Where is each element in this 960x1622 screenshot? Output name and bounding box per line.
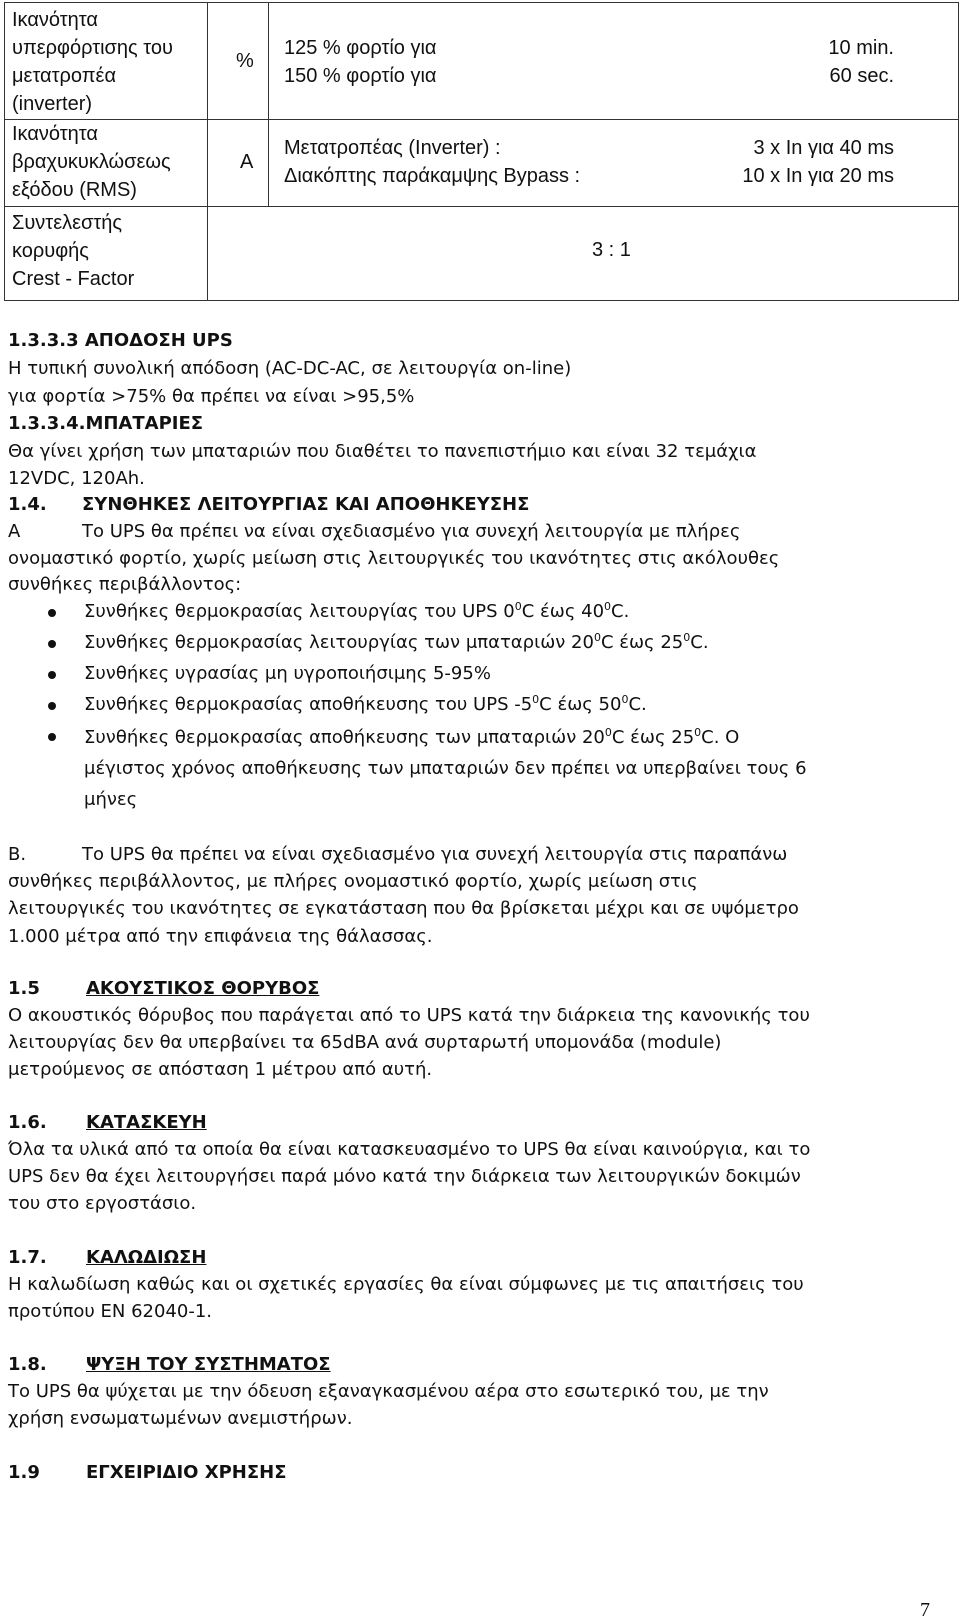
superscript: 0	[621, 693, 629, 706]
bullet-text: C έως 25	[600, 632, 684, 653]
section-title: ΣΥΝΘΗΚΕΣ ΛΕΙΤΟΥΡΓΙΑΣ ΚΑΙ ΑΠΟΘΗΚΕΥΣΗΣ	[82, 494, 530, 515]
section-title: ΚΑΤΑΣΚΕΥΗ	[86, 1112, 207, 1133]
bullet-text: Συνθήκες θερμοκρασίας αποθήκευσης των μπαταριών 20	[84, 727, 605, 748]
bullet-icon	[48, 702, 56, 710]
table-border-top	[4, 2, 959, 3]
table-row-unit: %	[236, 50, 254, 72]
bullet-text: Συνθήκες θερμοκρασίας αποθήκευσης του UPS -5	[84, 694, 533, 715]
list-item	[8, 629, 943, 660]
section-number: 1.8.	[8, 1354, 47, 1375]
paragraph-line: για φορτία >75% θα πρέπει να είναι >95,5%	[8, 386, 415, 407]
section-number: 1.6.	[8, 1112, 47, 1133]
section-heading	[8, 491, 943, 518]
table-border-left	[4, 2, 5, 301]
table-border-right	[958, 2, 959, 301]
paragraph-line: Η τυπική συνολική απόδοση (AC-DC-AC, σε λειτουργία on-line)	[8, 358, 572, 379]
bullet-text: μήνες	[84, 789, 138, 810]
section-heading	[8, 1109, 943, 1136]
section-title: ΕΓΧΕΙΡΙΔΙΟ ΧΡΗΣΗΣ	[86, 1462, 287, 1483]
bullet-text: C. Ο	[701, 727, 740, 748]
superscript: 0	[532, 693, 540, 706]
list-item	[8, 691, 943, 722]
paragraph-line	[8, 841, 943, 868]
bullet-text: μέγιστος χρόνος αποθήκευσης των μπαταριών δεν πρέπει να υπερβαίνει τους 6	[84, 758, 807, 779]
bullet-icon	[48, 733, 56, 741]
paragraph-line: συνθήκες περιβάλλοντος:	[8, 574, 242, 595]
section-title: ΚΑΛΩΔΙΩΣΗ	[86, 1247, 207, 1268]
paragraph-line: συνθήκες περιβάλλοντος, με πλήρες ονομαστικό φορτίο, χωρίς μείωση στις	[8, 871, 698, 892]
table-row-desc: Μετατροπέας (Inverter) : Διακόπτης παράκαμψης Bypass :	[284, 137, 581, 187]
section-heading: 1.3.3.3 ΑΠΟΔΟΣΗ UPS	[8, 330, 233, 351]
section-number: 1.7.	[8, 1247, 47, 1268]
paragraph-line: 12VDC, 120Ah.	[8, 468, 145, 489]
bullet-text: C έως 50	[539, 694, 622, 715]
paragraph-text: Το UPS θα πρέπει να είναι σχεδιασμένο για συνεχή λειτουργία με πλήρες	[82, 521, 741, 542]
paragraph-line	[8, 518, 943, 545]
bullet-icon	[48, 609, 56, 617]
paragraph-line: Όλα τα υλικά από τα οποία θα είναι κατασκευασμένο το UPS θα είναι καινούργια, και το	[8, 1139, 811, 1160]
table-row-divider	[4, 206, 959, 207]
table-col-divider	[268, 2, 269, 207]
section-heading	[8, 1351, 943, 1378]
table-border-bottom	[4, 300, 959, 301]
spec-table	[4, 2, 959, 301]
paragraph-line: ονομαστικό φορτίο, χωρίς μείωση στις λειτουργικές του ικανότητες στις ακόλουθες	[8, 548, 780, 569]
list-marker-a: A	[8, 521, 21, 542]
table-row-label: Ικανότητα βραχυκυκλώσεως εξόδου (RMS)	[12, 123, 171, 201]
bullet-text: Συνθήκες θερμοκρασίας λειτουργίας των μπαταριών 20	[84, 632, 594, 653]
paragraph-line: λειτουργικές του ικανότητες σε εγκατάσταση που θα βρίσκεται μέχρι και σε υψόμετρο	[8, 898, 799, 919]
bullet-text: C έως 25	[611, 727, 695, 748]
conditions-list	[8, 598, 943, 815]
bullet-text: C.	[690, 632, 709, 653]
paragraph-line: Ο ακουστικός θόρυβος που παράγεται από το UPS κατά την διάρκεια της κανονικής του	[8, 1005, 810, 1026]
list-item	[8, 660, 943, 691]
paragraph-line: Θα γίνει χρήση των μπαταριών που διαθέτει το πανεπιστήμιο και είναι 32 τεμάχια	[8, 441, 757, 462]
superscript: 0	[604, 726, 612, 739]
section-number: 1.9	[8, 1462, 40, 1483]
paragraph-line: προτύπου ΕΝ 62040-1.	[8, 1301, 213, 1322]
table-row-label: Ικανότητα υπερφόρτισης του μετατροπέα (inverter)	[12, 9, 173, 115]
table-row-value: 10 min. 60 sec.	[828, 37, 894, 87]
page-number: 7	[920, 1599, 930, 1621]
superscript: 0	[694, 726, 702, 739]
bullet-text: C.	[628, 694, 647, 715]
table-merged-value: 3 : 1	[592, 239, 631, 261]
table-row-desc: 125 % φορτίο για 150 % φορτίο για	[284, 37, 437, 87]
section-title: ΑΚΟΥΣΤΙΚΟΣ ΘΟΡΥΒΟΣ	[86, 978, 320, 999]
table-row-value: 3 x In για 40 ms 10 x In για 20 ms	[742, 137, 894, 187]
paragraph-line: Η καλωδίωση καθώς και οι σχετικές εργασίες θα είναι σύμφωνες με τις απαιτήσεις του	[8, 1274, 804, 1295]
section-heading	[8, 1459, 943, 1486]
table-row-unit: A	[240, 151, 254, 173]
section-number: 1.5	[8, 978, 40, 999]
superscript: 0	[514, 600, 522, 613]
paragraph-line: μετρούμενος σε απόσταση 1 μέτρου από αυτή.	[8, 1059, 433, 1080]
paragraph-line: λειτουργίας δεν θα υπερβαίνει τα 65dBA ανά συρταρωτή υπομονάδα (module)	[8, 1032, 722, 1053]
bullet-icon	[48, 671, 56, 679]
section-heading: 1.3.3.4.ΜΠΑΤΑΡΙΕΣ	[8, 413, 204, 434]
paragraph-line: χρήση ενσωματωμένων ανεμιστήρων.	[8, 1408, 353, 1429]
section-number: 1.4.	[8, 494, 47, 515]
list-marker-b: B.	[8, 844, 27, 865]
bullet-text: Συνθήκες υγρασίας μη υγροποιήσιμης 5-95%	[84, 663, 491, 684]
paragraph-line: του στο εργοστάσιο.	[8, 1193, 197, 1214]
bullet-icon	[48, 640, 56, 648]
superscript: 0	[604, 600, 612, 613]
paragraph-line: UPS δεν θα έχει λειτουργήσει παρά μόνο κατά την διάρκεια των λειτουργικών δοκιμών	[8, 1166, 801, 1187]
section-heading	[8, 1244, 943, 1271]
bullet-text: Συνθήκες θερμοκρασίας λειτουργίας του UPS 0	[84, 601, 515, 622]
bullet-text: C έως 40	[521, 601, 605, 622]
paragraph-text: Το UPS θα πρέπει να είναι σχεδιασμένο για συνεχή λειτουργία στις παραπάνω	[82, 844, 788, 865]
section-heading	[8, 975, 943, 1002]
superscript: 0	[593, 631, 601, 644]
table-col-divider	[207, 2, 208, 301]
list-item	[8, 722, 943, 815]
list-item	[8, 598, 943, 629]
bullet-text: C.	[611, 601, 630, 622]
section-title: ΨΥΞΗ ΤΟΥ ΣΥΣΤΗΜΑΤΟΣ	[86, 1354, 331, 1375]
paragraph-line: 1.000 μέτρα από την επιφάνεια της θάλασσας.	[8, 926, 433, 947]
paragraph-line: Το UPS θα ψύχεται με την όδευση εξαναγκασμένου αέρα στο εσωτερικό του, με την	[8, 1381, 769, 1402]
table-row-label: Συντελεστής κορυφής Crest - Factor	[12, 212, 135, 290]
superscript: 0	[683, 631, 691, 644]
